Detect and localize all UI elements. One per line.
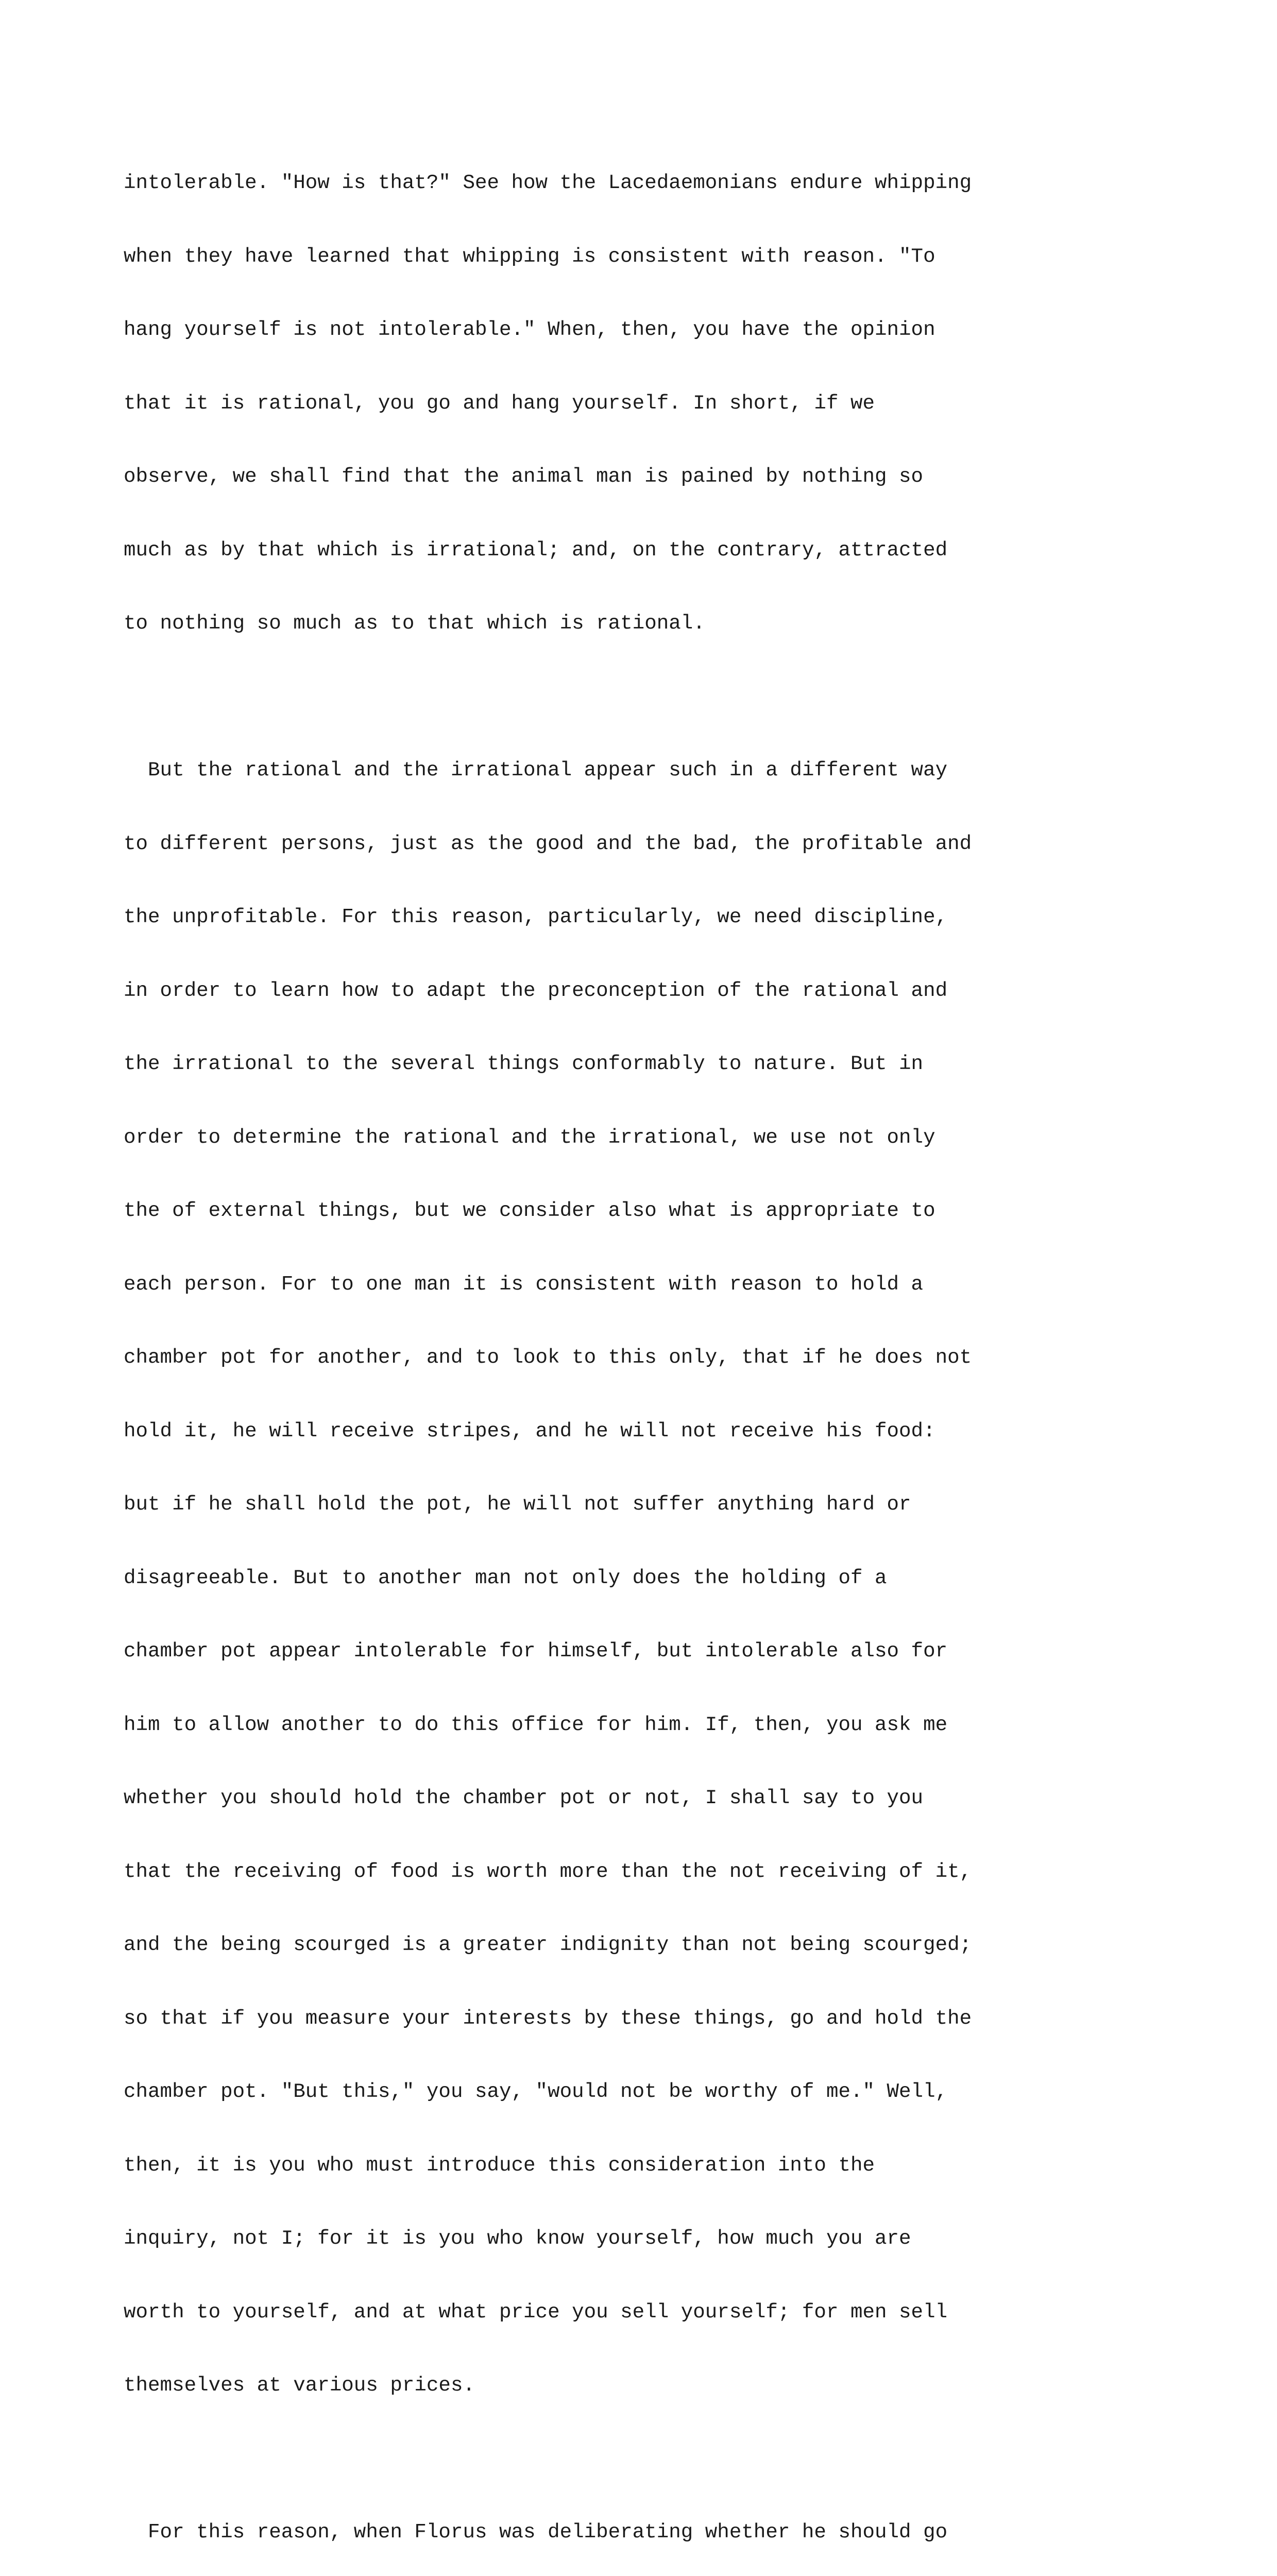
text-line: that it is rational, you go and hang yourself. In short, if we [124, 391, 875, 415]
text-line: worth to yourself, and at what price you sell yourself; for men sell [124, 2300, 948, 2324]
text-line: to different persons, just as the good and the bad, the profitable and [124, 832, 972, 855]
paragraph [124, 2471, 1205, 2576]
text-line: chamber pot for another, and to look to this only, that if he does not [124, 1346, 972, 1369]
text-line: themselves at various prices. [124, 2374, 475, 2397]
text-line: then, it is you who must introduce this consideration into the [124, 2153, 875, 2177]
paragraph [124, 122, 1205, 685]
text-line: hang yourself is not intolerable." When, then, you have the opinion [124, 318, 935, 341]
text-line: observe, we shall find that the animal man is pained by nothing so [124, 465, 924, 488]
text-line: disagreeable. But to another man not only does the holding of a [124, 1566, 887, 1589]
text-line: much as by that which is irrational; and, on the contrary, attracted [124, 538, 948, 562]
text-line: that the receiving of food is worth more than the not receiving of it, [124, 1859, 972, 1883]
text-line: the unprofitable. For this reason, particularly, we need discipline, [124, 905, 948, 928]
text-line: For this reason, when Florus was deliberating whether he should go [124, 2520, 948, 2544]
text-line: intolerable. "How is that?" See how the Lacedaemonians endure whipping [124, 171, 972, 194]
text-line: chamber pot appear intolerable for himself, but intolerable also for [124, 1639, 948, 1663]
body-text [124, 122, 1205, 2576]
text-line: in order to learn how to adapt the preconception of the rational and [124, 978, 948, 1002]
text-line: each person. For to one man it is consistent with reason to hold a [124, 1272, 924, 1296]
text-line: when they have learned that whipping is consistent with reason. "To [124, 244, 935, 268]
text-line: hold it, he will receive stripes, and he will not receive his food: [124, 1419, 935, 1443]
text-line: order to determine the rational and the irrational, we use not only [124, 1125, 935, 1149]
text-line: the of external things, but we consider also what is appropriate to [124, 1199, 935, 1222]
text-line: and the being scourged is a greater indignity than not being scourged; [124, 1933, 972, 1956]
text-line: inquiry, not I; for it is you who know yourself, how much you are [124, 2227, 911, 2250]
text-line: chamber pot. "But this," you say, "would not be worthy of me." Well, [124, 2080, 948, 2103]
text-line: but if he shall hold the pot, he will not suffer anything hard or [124, 1493, 911, 1516]
text-line: whether you should hold the chamber pot or not, I shall say to you [124, 1786, 924, 1809]
text-line: the irrational to the several things conformably to nature. But in [124, 1052, 924, 1075]
text-line: him to allow another to do this office for him. If, then, you ask me [124, 1713, 948, 1736]
text-line: so that if you measure your interests by these things, go and hold the [124, 2006, 972, 2030]
paragraph [124, 709, 1205, 2447]
text-line: But the rational and the irrational appear such in a different way [124, 758, 948, 782]
text-line: to nothing so much as to that which is rational. [124, 612, 705, 635]
